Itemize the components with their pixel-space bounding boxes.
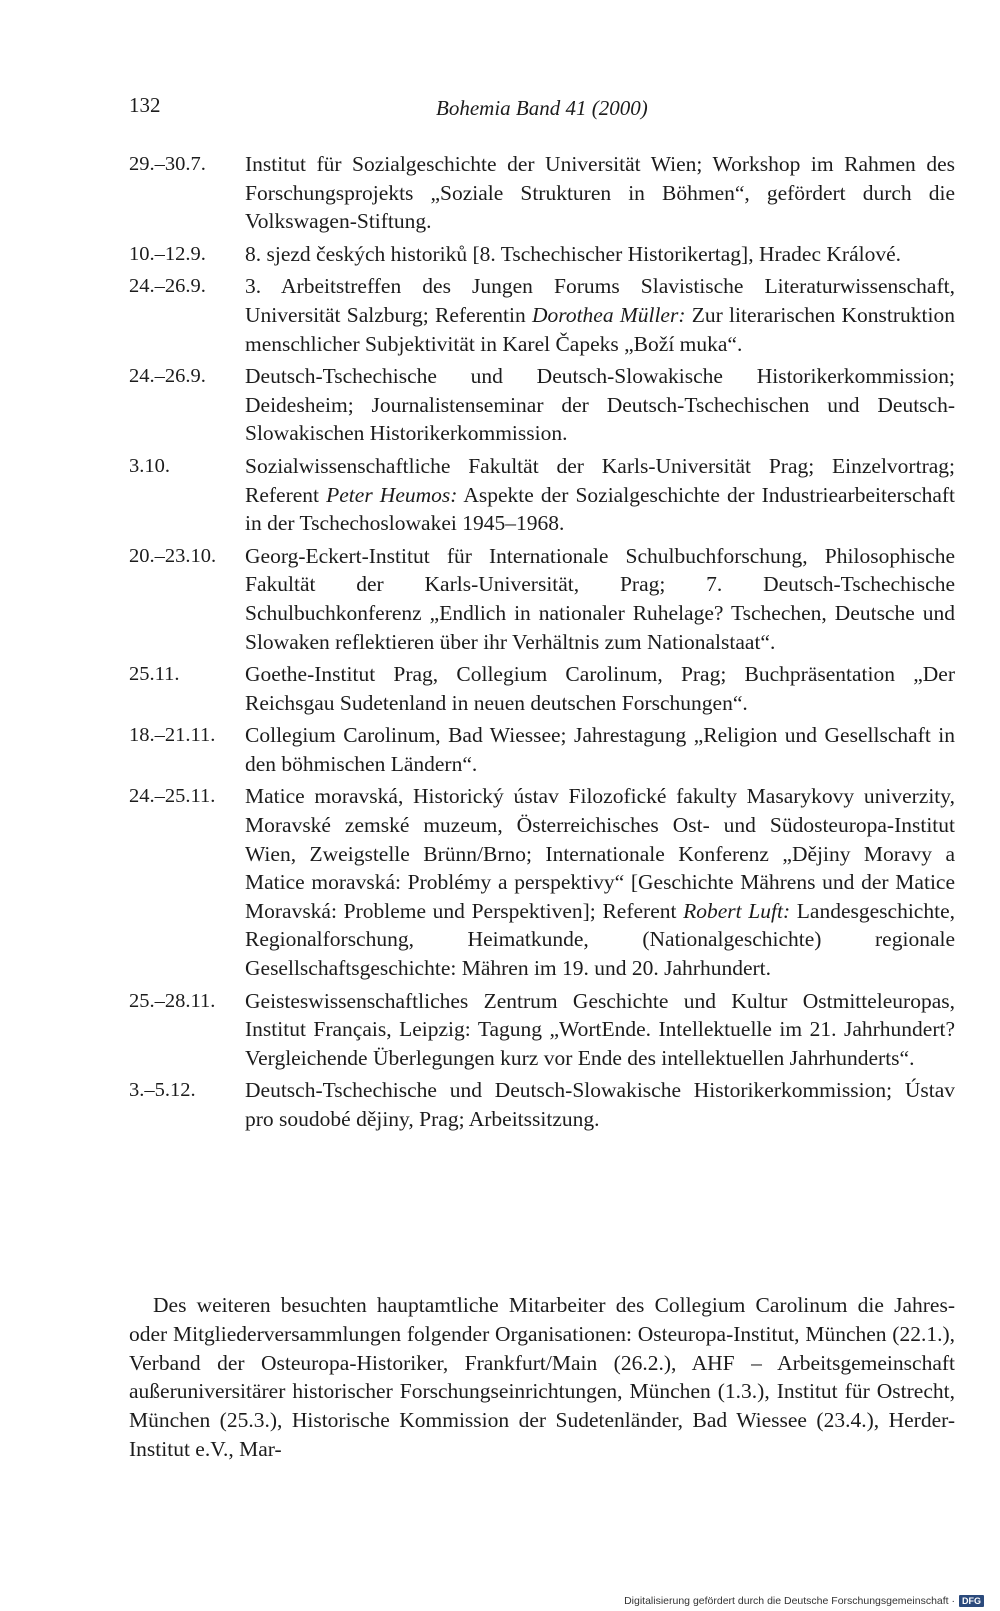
event-description (245, 452, 955, 538)
event-text: Landesgeschichte, Regionalforschung, Heimatkunde, (Nationalgeschichte) regionale Gesellschaftsgeschichte: Mähren im 19. und 20. Jahrhundert. (245, 898, 955, 981)
event-description (245, 240, 955, 269)
event-description (245, 542, 955, 656)
event-entry (129, 150, 955, 236)
event-text: Deutsch-Tschechische und Deutsch-Slowakische Historikerkommission; Ústav pro soudobé dějiny, Prag; Arbeitssitzung. (245, 1078, 955, 1131)
event-date: 20.–23.10. (129, 544, 217, 567)
event-text: 3. Arbeitstreffen des Jungen Forums Slavistische Literaturwissenschaft, Universität Salzburg; Referentin (245, 274, 955, 327)
event-description (245, 782, 955, 982)
event-date: 3.10. (129, 454, 170, 477)
event-entry (129, 1076, 955, 1133)
event-entry (129, 782, 955, 982)
event-entry (129, 240, 955, 269)
event-text: Georg-Eckert-Institut für Internationale Schulbuchforschung, Philosophische Fakultät der Karls-Universität, Prag; 7. Deutsch-Tschechische Schulbuchkonferenz „Endlich in nationaler Ruhelage? Tschechen, Deutsche und Slowaken reflektieren über ihr Verhältnis zum Nationalstaat“. (245, 543, 955, 654)
event-description (245, 272, 955, 358)
event-description (245, 987, 955, 1073)
event-date: 29.–30.7. (129, 153, 206, 175)
event-date: 10.–12.9. (129, 242, 206, 265)
event-description (245, 1076, 955, 1133)
closing-paragraph: Des weiteren besuchten hauptamtliche Mitarbeiter des Collegium Carolinum die Jahres- oder Mitgliederversammlungen folgender Organisationen: Osteuropa-Institut, München (22.1.), Verband der Osteuropa-Historiker, Frankfurt/Main (26.2.), AHF – Arbeitsgemeinschaft außeruniversitärer historischer Forschungseinrichtungen, München (1.3.), Institut für Ostrecht, München (25.3.), Historische Kommission der Sudetenländer, Bad Wiessee (23.4.), Herder-Institut e.V., Mar- (129, 1293, 955, 1461)
event-text: Collegium Carolinum, Bad Wiessee; Jahrestagung „Religion und Gesellschaft in den böhmischen Ländern“. (245, 723, 955, 776)
event-entry (129, 542, 955, 656)
event-text: Deutsch-Tschechische und Deutsch-Slowakische Historikerkommission; Deidesheim; Journalistenseminar der Deutsch-Tschechischen und Deutsch-Slowakischen Historikerkommission. (245, 364, 955, 446)
event-text: 8. sjezd českých historiků [8. Tschechischer Historikertag], Hradec Králové. (245, 241, 902, 266)
event-text: Geisteswissenschaftliches Zentrum Geschichte und Kultur Ostmitteleuropas, Institut Français, Leipzig: Tagung „WortEnde. Intellektuelle im 21. Jahrhundert? Vergleichende Überlegungen kurz vor Ende des intellektuellen Jahrhunderts“. (245, 988, 955, 1070)
event-description (245, 721, 955, 778)
event-description (245, 660, 955, 717)
event-date: 24.–26.9. (129, 275, 206, 298)
event-date: 24.–26.9. (129, 365, 206, 388)
event-text: Zur literarischen Konstruktion menschlicher Subjektivität in Karel Čapeks „Boží muka“. (245, 302, 955, 356)
page-number: 132 (129, 93, 161, 117)
event-text: Institut für Sozialgeschichte der Universität Wien; Workshop im Rahmen des Forschungsprojekts „Soziale Strukturen in Böhmen“, gefördert durch die Volkswagen-Stiftung. (245, 152, 955, 234)
event-date: 3.–5.12. (129, 1079, 196, 1102)
event-entry (129, 721, 955, 778)
event-date: 18.–21.11. (129, 724, 216, 747)
event-date: 25.11. (129, 663, 180, 686)
event-description (245, 150, 955, 236)
speaker-name: Dorothea Müller: (531, 302, 686, 327)
running-head: Bohemia Band 41 (2000) (436, 96, 648, 120)
dfg-logo: DFG (959, 1595, 984, 1607)
event-text: Matice moravská, Historický ústav Filozofické fakulty Masarykovy univerzity, Moravské zemské muzeum, Österreichisches Ost- und Südosteuropa-Institut Wien, Zweigstelle Brünn/Brno; Internationale Konferenz „Dějiny Moravy a Matice moravská: Problémy a perspektivy“ [Geschichte Mährens und der Matice Moravská: Probleme und Perspektiven]; Referent (245, 784, 955, 923)
event-date: 25.–28.11. (129, 989, 216, 1012)
speaker-name: Robert Luft: (683, 898, 791, 923)
event-entry (129, 987, 955, 1073)
speaker-name: Peter Heumos: (326, 482, 458, 507)
event-entry (129, 272, 955, 358)
event-text: Sozialwissenschaftliche Fakultät der Karls-Universität Prag; Einzelvortrag; Referent (245, 453, 955, 507)
event-entry (129, 660, 955, 717)
event-entry (129, 362, 955, 448)
event-date: 24.–25.11. (129, 785, 216, 808)
event-list (129, 150, 955, 1138)
digitization-footer (624, 1595, 984, 1607)
event-text: Aspekte der Sozialgeschichte der Industriearbeiterschaft in der Tschechoslowakei 1945–1968. (245, 482, 955, 536)
event-entry (129, 452, 955, 538)
event-text: Goethe-Institut Prag, Collegium Carolinum, Prag; Buchpräsentation „Der Reichsgau Sudetenland in neuen deutschen Forschungen“. (245, 662, 955, 715)
event-description (245, 362, 955, 448)
footer-text: Digitalisierung gefördert durch die Deutsche Forschungsgemeinschaft · (624, 1595, 955, 1607)
